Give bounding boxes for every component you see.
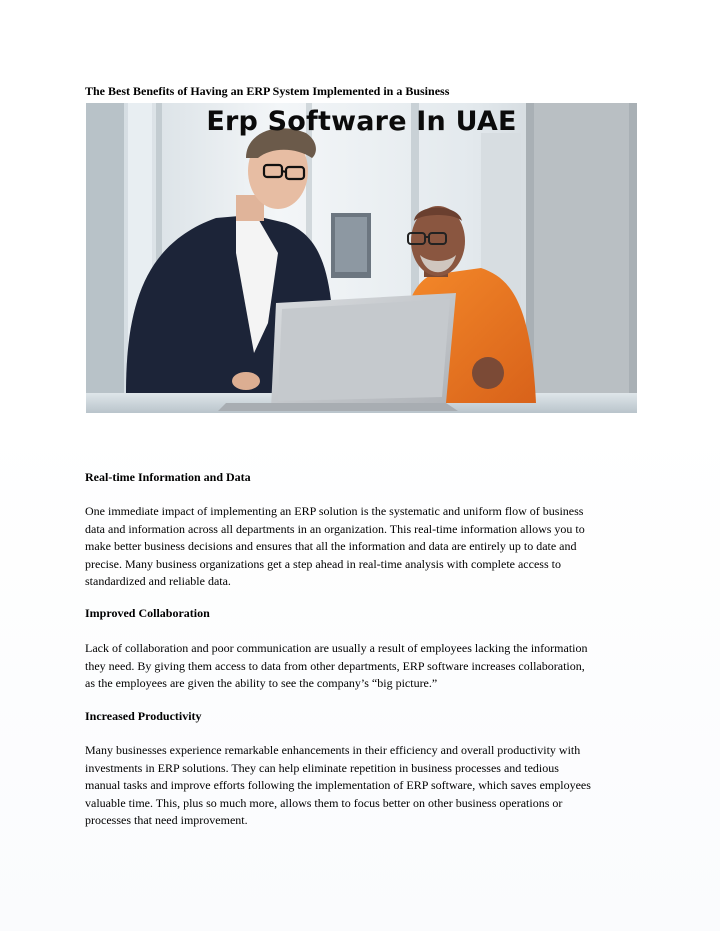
paragraph-line: data and information across all departments in an organization. This real-time information allows you to	[85, 521, 585, 536]
office-photo-illustration	[86, 103, 637, 413]
section-paragraph-productivity	[85, 742, 645, 830]
document-title: The Best Benefits of Having an ERP System Implemented in a Business	[85, 84, 450, 98]
paragraph-line: make better business decisions and ensures that all the information and data are entirely up to date and	[85, 539, 577, 554]
section-heading-realtime: Real-time Information and Data	[85, 470, 251, 484]
paragraph-line: processes that need improvement.	[85, 813, 248, 828]
section-heading-collaboration: Improved Collaboration	[85, 606, 210, 620]
paragraph-line: precise. Many business organizations get a step ahead in real-time analysis with complete access to	[85, 556, 561, 571]
paragraph-line: as the employees are given the ability to see the company’s “big picture.”	[85, 676, 438, 691]
paragraph-line: Many businesses experience remarkable enhancements in their efficiency and overall productivity with	[85, 743, 581, 757]
paragraph-line: One immediate impact of implementing an ERP solution is the systematic and uniform flow of business	[85, 504, 584, 518]
paragraph-line: manual tasks and improve efforts following the implementation of ERP software, which saves employees	[85, 778, 591, 793]
paragraph-line: valuable time. This, plus so much more, allows them to focus better on other business operations or	[85, 795, 563, 810]
paragraph-line: standardized and reliable data.	[85, 574, 231, 589]
paragraph-line: Lack of collaboration and poor communication are usually a result of employees lacking the information	[85, 641, 588, 655]
section-paragraph-collaboration	[85, 640, 645, 693]
hero-image	[86, 103, 637, 413]
section-paragraph-realtime	[85, 503, 645, 591]
section-heading-productivity: Increased Productivity	[85, 709, 202, 723]
paragraph-line: they need. By giving them access to data from other departments, ERP software increases collaboration,	[85, 658, 585, 673]
paragraph-line: investments in ERP solutions. They can help eliminate repetition in business processes and tedious	[85, 760, 559, 775]
hero-caption: Erp Software In UAE	[206, 106, 517, 137]
